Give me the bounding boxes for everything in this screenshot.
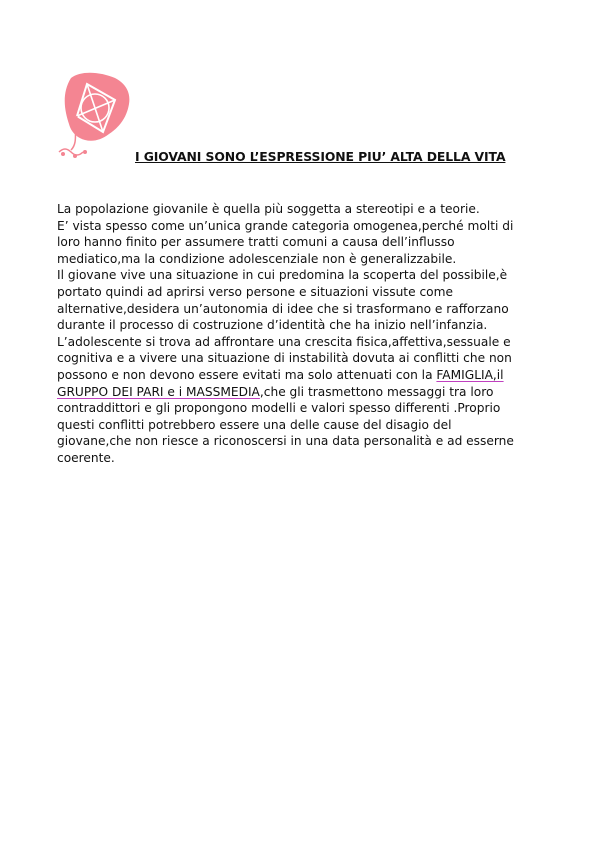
text-line: contraddittori e gli propongono modelli e valori spesso differenti .Proprio <box>57 401 501 416</box>
text-line <box>57 367 537 384</box>
text-line: portato quindi ad aprirsi verso persone e situazioni vissute come <box>57 284 453 299</box>
text-line: alternative,desidera un’autonomia di idee che si trasformano e rafforzano <box>57 301 509 316</box>
text-line: questi conflitti potrebbero essere una delle cause del disagio del <box>57 417 452 432</box>
text-line: mediatico,ma la condizione adolescenziale non è generalizzabile. <box>57 251 457 266</box>
text-line: loro hanno finito per assumere tratti comuni a causa dell’influsso <box>57 235 455 250</box>
text-line: L’adolescente si trova ad affrontare una crescita fisica,affettiva,sessuale e <box>57 334 511 349</box>
pink-kite-icon <box>57 70 135 162</box>
text-line: cognitiva e a vivere una situazione di instabilità dovuta ai conflitti che non <box>57 351 512 366</box>
text-line: Il giovane vive una situazione in cui predomina la scoperta del possibile,è <box>57 268 508 283</box>
text-line: durante il processo di costruzione d’identità che ha inizio nell’infanzia. <box>57 318 488 333</box>
text-line: giovane,che non riesce a riconoscersi in una data personalità e ad esserne <box>57 434 514 449</box>
line-text: possono e non devono essere evitati ma solo attenuati con la <box>57 367 437 382</box>
body-paragraph <box>57 201 537 467</box>
text-line: coerente. <box>57 450 115 465</box>
highlighted-term: GRUPPO DEI PARI e i MASSMEDIA <box>57 384 260 399</box>
line-text: ,che gli trasmettono messaggi tra loro <box>259 384 494 399</box>
text-line: E’ vista spesso come un’unica grande categoria omogenea,perché molti di <box>57 218 514 233</box>
document-title: I GIOVANI SONO L’ESPRESSIONE PIU’ ALTA DELLA VITA <box>135 149 506 164</box>
text-line <box>57 384 537 401</box>
text-line: La popolazione giovanile è quella più soggetta a stereotipi e a teorie. <box>57 202 480 216</box>
highlighted-term: FAMIGLIA,il <box>436 367 504 382</box>
